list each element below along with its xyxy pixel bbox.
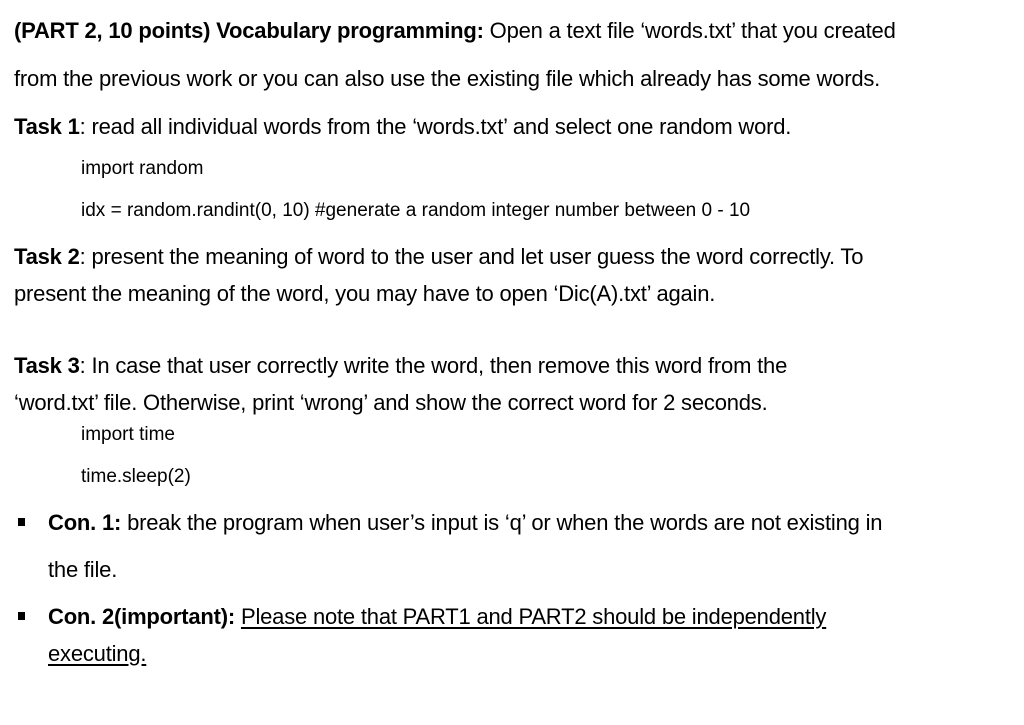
task2-label: Task 2 <box>14 244 80 269</box>
con1-bullet-icon <box>18 518 25 526</box>
part-heading-label: (PART 2, 10 points) Vocabulary programming: <box>14 18 484 43</box>
con2-line-2 <box>48 641 146 667</box>
task2-text: : present the meaning of word to the user and let user guess the word correctly. To <box>79 244 864 269</box>
part-heading-line-1 <box>14 18 896 44</box>
task1-code-line-1: import random <box>81 158 204 179</box>
task3-line-1 <box>14 353 787 379</box>
con2-text-continued: executing. <box>48 641 147 666</box>
con1-line-2: the file. <box>48 557 118 582</box>
task1-code-line-2: idx = random.randint(0, 10) #generate a random integer number between 0 - 10 <box>81 200 751 221</box>
task3-text: : In case that user correctly write the word, then remove this word from the <box>79 353 788 378</box>
con2-bullet-icon <box>18 612 25 620</box>
part-heading-line-2: from the previous work or you can also use the existing file which already has some words. <box>14 66 881 91</box>
task1-line <box>14 114 791 140</box>
task3-code-line-1: import time <box>81 424 175 445</box>
con1-text: break the program when user’s input is ‘q’ or when the words are not existing in <box>121 510 883 535</box>
con2-line-1 <box>48 604 826 630</box>
task3-label: Task 3 <box>14 353 80 378</box>
con2-label: Con. 2(important): <box>48 604 236 629</box>
con2-text: Please note that PART1 and PART2 should be independently <box>240 604 827 629</box>
task2-line-2: present the meaning of the word, you may have to open ‘Dic(A).txt’ again. <box>14 281 716 306</box>
task1-label: Task 1 <box>14 114 80 139</box>
con1-line-1 <box>48 510 882 536</box>
part-heading-text: Open a text file ‘words.txt’ that you created <box>483 18 896 43</box>
task3-code-line-2: time.sleep(2) <box>81 466 191 487</box>
task3-line-2: ‘word.txt’ file. Otherwise, print ‘wrong’ and show the correct word for 2 seconds. <box>14 390 768 415</box>
task1-text: : read all individual words from the ‘words.txt’ and select one random word. <box>79 114 792 139</box>
task2-line-1 <box>14 244 863 270</box>
con1-label: Con. 1: <box>48 510 122 535</box>
